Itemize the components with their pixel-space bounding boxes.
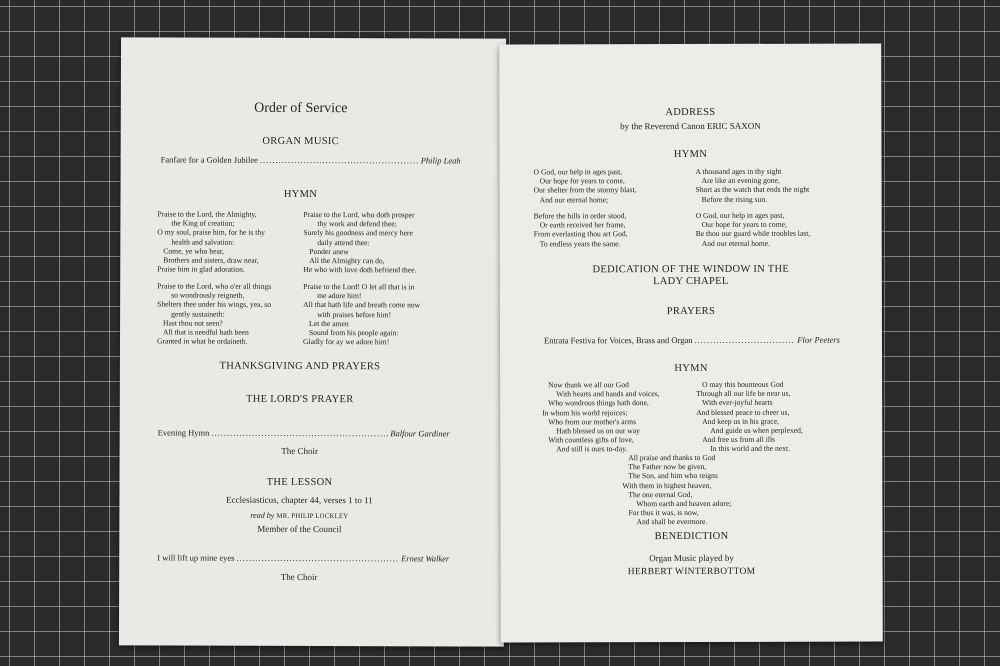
hymn-line: Before the rising sun. [701, 194, 768, 204]
leader-dots [211, 429, 388, 438]
address-by: by the Reverend Canon ERIC SAXON [620, 120, 761, 132]
hymn-line: me adore him! [317, 291, 362, 301]
hymn-line: In this world and the next. [710, 444, 791, 454]
anthem-line [157, 553, 449, 563]
hymn-line: daily attend thee: [317, 237, 370, 247]
address-heading: ADDRESS [665, 106, 716, 119]
organist-name: HERBERT WINTERBOTTOM [627, 566, 756, 578]
evening-hymn-performer: The Choir [281, 445, 319, 457]
organ-music-line [161, 155, 461, 165]
hymn-line: In whom his world rejoices; [542, 407, 628, 417]
hymn-line: O God, our help in ages past, [533, 167, 623, 177]
organ-music-piece: Fanfare for a Golden Jubilee [160, 154, 258, 165]
hymn-line: A thousand ages in thy sight [695, 166, 782, 176]
leader-dots [236, 554, 399, 563]
entrata-line [544, 336, 840, 345]
hymn3-doxology [622, 453, 731, 527]
organ-played-by: Organ Music played by [649, 552, 734, 564]
hymn-line: And still is ours to-day. [556, 444, 628, 454]
hymn-line: And keep us in his grace, [702, 416, 779, 426]
leader-dots [260, 156, 419, 165]
hymn-line: Now thank we all our God [548, 380, 629, 390]
hymn1-col1-verse1 [157, 209, 265, 274]
hymn-line: He who with love doth befriend thee. [303, 265, 417, 275]
lesson-reader: MR. PHILIP LOCKLEY [276, 512, 349, 521]
hymn-line: The Son, and him who reigns [628, 471, 718, 481]
hymn-line: Whom earth and heaven adore; [636, 498, 732, 509]
lesson-heading: THE LESSON [266, 476, 333, 489]
hymn-line: Short as the watch that ends the night [695, 185, 810, 195]
hymn-line: For thus it was, is now, [628, 508, 699, 518]
hymn-line: Who wondrous things hath done, [548, 398, 649, 408]
hymn-line: Our hope for years to come, [539, 176, 625, 186]
hymn-line: Sound from his people again: [309, 328, 399, 338]
hymn-line: And our eternal home. [701, 238, 771, 248]
hymn3-col2 [696, 380, 803, 454]
evening-hymn-line [158, 428, 450, 438]
hymn-line: And shall be evermore. [636, 517, 708, 527]
hymn-line: Hath blessed us on our way [556, 426, 640, 436]
hymn-line: the King of creation; [171, 218, 235, 228]
hymn-line: thy work and defend thee; [317, 219, 397, 229]
hymn-line: Ponder anew [309, 246, 349, 256]
hymn-line: From everlasting thou art God, [533, 229, 628, 239]
hymn-line: Or earth received her frame, [539, 220, 626, 230]
hymn-line: health and salvation: [171, 237, 235, 247]
entrata-piece: Entrata Festiva for Voices, Brass and Organ [543, 334, 693, 346]
dedication-heading-line1: DEDICATION OF THE WINDOW IN THE [592, 263, 790, 276]
hymn-line: Gladly for ay we adore him! [302, 337, 390, 347]
anthem-composer: Ernest Walker [401, 553, 450, 564]
hymn-line: All that hath life and breath come now [303, 300, 421, 310]
hymn-line: Praise to the Lord! O let all that is in [303, 281, 415, 292]
evening-hymn-piece: Evening Hymn [157, 427, 210, 438]
evening-hymn-composer: Balfour Gardiner [390, 428, 450, 439]
hymn-line: O my soul, praise him, for he is thy [157, 227, 265, 238]
hymn-line: Brothers and sisters, draw near, [163, 255, 259, 265]
hymn-line: Be thou our guard while troubles last, [695, 229, 811, 239]
anthem-piece: I will lift up mine eyes [157, 552, 235, 563]
hymn-line: O God, our help in ages past, [695, 210, 785, 220]
hymn-line: The Father now be given, [628, 462, 707, 472]
hymn-line: Granted in what he ordaineth. [156, 336, 248, 346]
hymn-line: Who from our mother's arms [548, 416, 637, 427]
hymn-line: And blessed peace to cheer us, [696, 407, 790, 417]
hymn-line: Through all our life be near us, [696, 388, 791, 399]
hymn-line: All praise and thanks to God [628, 452, 716, 463]
entrata-composer: Flor Peeters [797, 334, 841, 345]
prayers-heading: PRAYERS [666, 305, 716, 318]
hymn-line: All the Almighty can do, [309, 256, 385, 266]
hymn-line: with praises before him! [317, 309, 392, 319]
hymn1-heading: HYMN [283, 188, 318, 201]
hymn-line: All that is needful hath been [163, 327, 249, 337]
hymn-line: Surely his goodness and mercy here [303, 228, 413, 238]
right-page [499, 44, 883, 643]
hymn-line: With countless gifts of love, [548, 435, 634, 445]
lesson-reader-role: Member of the Council [257, 523, 342, 535]
hymn-line: To endless years the same. [539, 238, 621, 249]
organ-music-composer: Philip Leah [420, 155, 461, 166]
hymn-line: And our eternal home; [539, 194, 609, 205]
hymn-line: Our hope for years to come, [701, 219, 787, 230]
left-page [119, 37, 506, 646]
hymn-line: Praise to the Lord, who doth prosper [303, 209, 415, 220]
hymn-line: The one eternal God, [628, 489, 693, 499]
lords-prayer-heading: THE LORD'S PRAYER [245, 393, 354, 406]
hymn-line: Praise to the Lord, who o'er all things [157, 281, 272, 291]
hymn-line: With hearts and hands and voices, [556, 389, 660, 399]
hymn-line: so wondrously reigneth, [171, 290, 245, 300]
thanksgiving-heading: THANKSGIVING AND PRAYERS [219, 360, 381, 373]
hymn2-col1-verse2 [534, 211, 628, 248]
hymn3-heading: HYMN [674, 362, 708, 375]
hymn-line: Praise to the Lord, the Almighty, [157, 209, 257, 219]
lesson-reader-line [119, 510, 479, 521]
hymn-line: And free us from all ills [702, 434, 776, 445]
hymn-line: And guide us when perplexed, [710, 425, 803, 435]
hymn-line: Our shelter from the stormy blast, [533, 185, 637, 195]
benediction-heading: BENEDICTION [654, 530, 729, 543]
hymn-line: Let the amen [309, 318, 349, 328]
hymn1-col1-verse2 [157, 281, 271, 346]
hymn-line: Shelters thee under his wings, yea, so [157, 299, 272, 310]
hymn1-col2-verse2 [303, 282, 420, 347]
hymn-line: O may this bounteous God [702, 379, 784, 389]
read-by: read by [250, 510, 275, 520]
lesson-reference: Ecclesiasticus, chapter 44, verses 1 to 11 [226, 494, 373, 506]
hymn2-col2-verse1 [696, 167, 810, 204]
anthem-performer: The Choir [280, 571, 318, 583]
hymn-line: Hast thou not seen? [163, 318, 223, 328]
hymn2-col1-verse1 [534, 167, 637, 204]
order-of-service-title: Order of Service [254, 100, 348, 117]
hymn-line: Before the hills in order stood, [533, 211, 627, 221]
hymn-line: Praise him in glad adoration. [157, 264, 245, 274]
organ-music-heading: ORGAN MUSIC [262, 135, 339, 148]
hymn1-col2-verse1 [303, 210, 416, 275]
hymn-line: With them in highest heaven, [622, 480, 712, 490]
hymn-line: With ever-joyful hearts [702, 398, 773, 408]
dedication-heading-line2: LADY CHAPEL [653, 275, 729, 288]
hymn-line: Are like an evening gone, [701, 175, 780, 186]
hymn3-col1 [542, 380, 660, 454]
hymn2-col2-verse2 [696, 211, 811, 248]
leader-dots [694, 336, 795, 345]
hymn-line: Come, ye who hear, [163, 246, 224, 256]
hymn-line: gently sustaineth: [171, 309, 225, 319]
hymn2-heading: HYMN [673, 148, 708, 161]
